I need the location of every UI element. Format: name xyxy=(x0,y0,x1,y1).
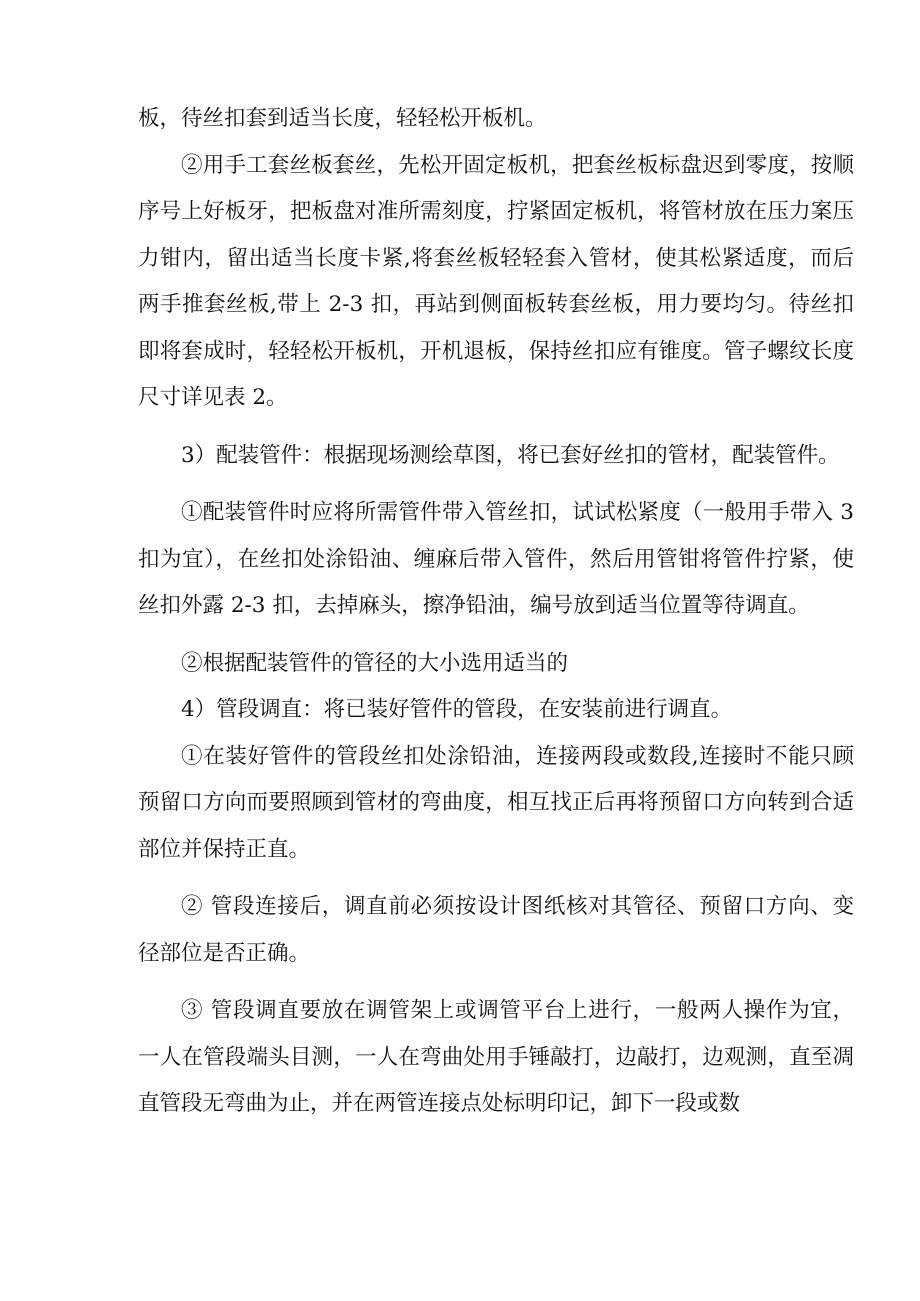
paragraph-fitting-assembly: 3）配装管件：根据现场测绘草图，将已套好丝扣的管材，配装管件。 xyxy=(181,442,840,468)
paragraph-fitting-step-1: ①配装管件时应将所需管件带入管丝扣，试试松紧度（一般用手带入 3 扣为宜），在丝扣处涂铅油、缠麻后带入管件，然后用管钳将管件拧紧，使丝扣外露 2-3 扣，去掉麻头，擦净铅油，编号放到适当位置等待调直。 xyxy=(138,500,854,618)
document-page xyxy=(138,96,854,1128)
paragraph-manual-threading: ②用手工套丝板套丝，先松开固定板机，把套丝板标盘迟到零度，按顺序号上好板牙，把板盘对准所需刻度，拧紧固定板机，将管材放在压力案压力钳内，留出适当长度卡紧,将套丝板轻轻套入管材，使其松紧适度，而后两手推套丝板,带上 2-3 扣，再站到侧面板转套丝板，用力要均匀。待丝扣即将套成时，轻轻松开板机，开机退板，保持丝扣应有锥度。管子螺纹长度尺寸详见表 2。 xyxy=(138,152,854,410)
paragraph-continuation: 板，待丝扣套到适当长度，轻轻松开板机。 xyxy=(138,106,547,131)
paragraph-fitting-step-2: ②根据配装管件的管径的大小选用适当的 xyxy=(181,650,569,676)
paragraph-straighten-step-3: ③ 管段调直要放在调管架上或调管平台上进行，一般两人操作为宜，一人在管段端头目测，一人在弯曲处用手锤敲打，边敲打，边观测，直至凋直管段无弯曲为止，并在两管连接点处标明印记，卸下一段或数 xyxy=(138,998,854,1116)
paragraph-straighten-step-2: ② 管段连接后，调直前必须按设计图纸核对其管径、预留口方向、变径部位是否正确。 xyxy=(138,894,854,966)
paragraph-straightening: 4）管段调直：将已装好管件的管段，在安装前进行调直。 xyxy=(181,697,733,722)
paragraph-straighten-step-1: ①在装好管件的管段丝扣处涂铅油，连接两段或数段,连接时不能只顾预留口方向而要照顾到管材的弯曲度，相互找正后再将预留口方向转到合适部位并保持正直。 xyxy=(138,743,854,862)
